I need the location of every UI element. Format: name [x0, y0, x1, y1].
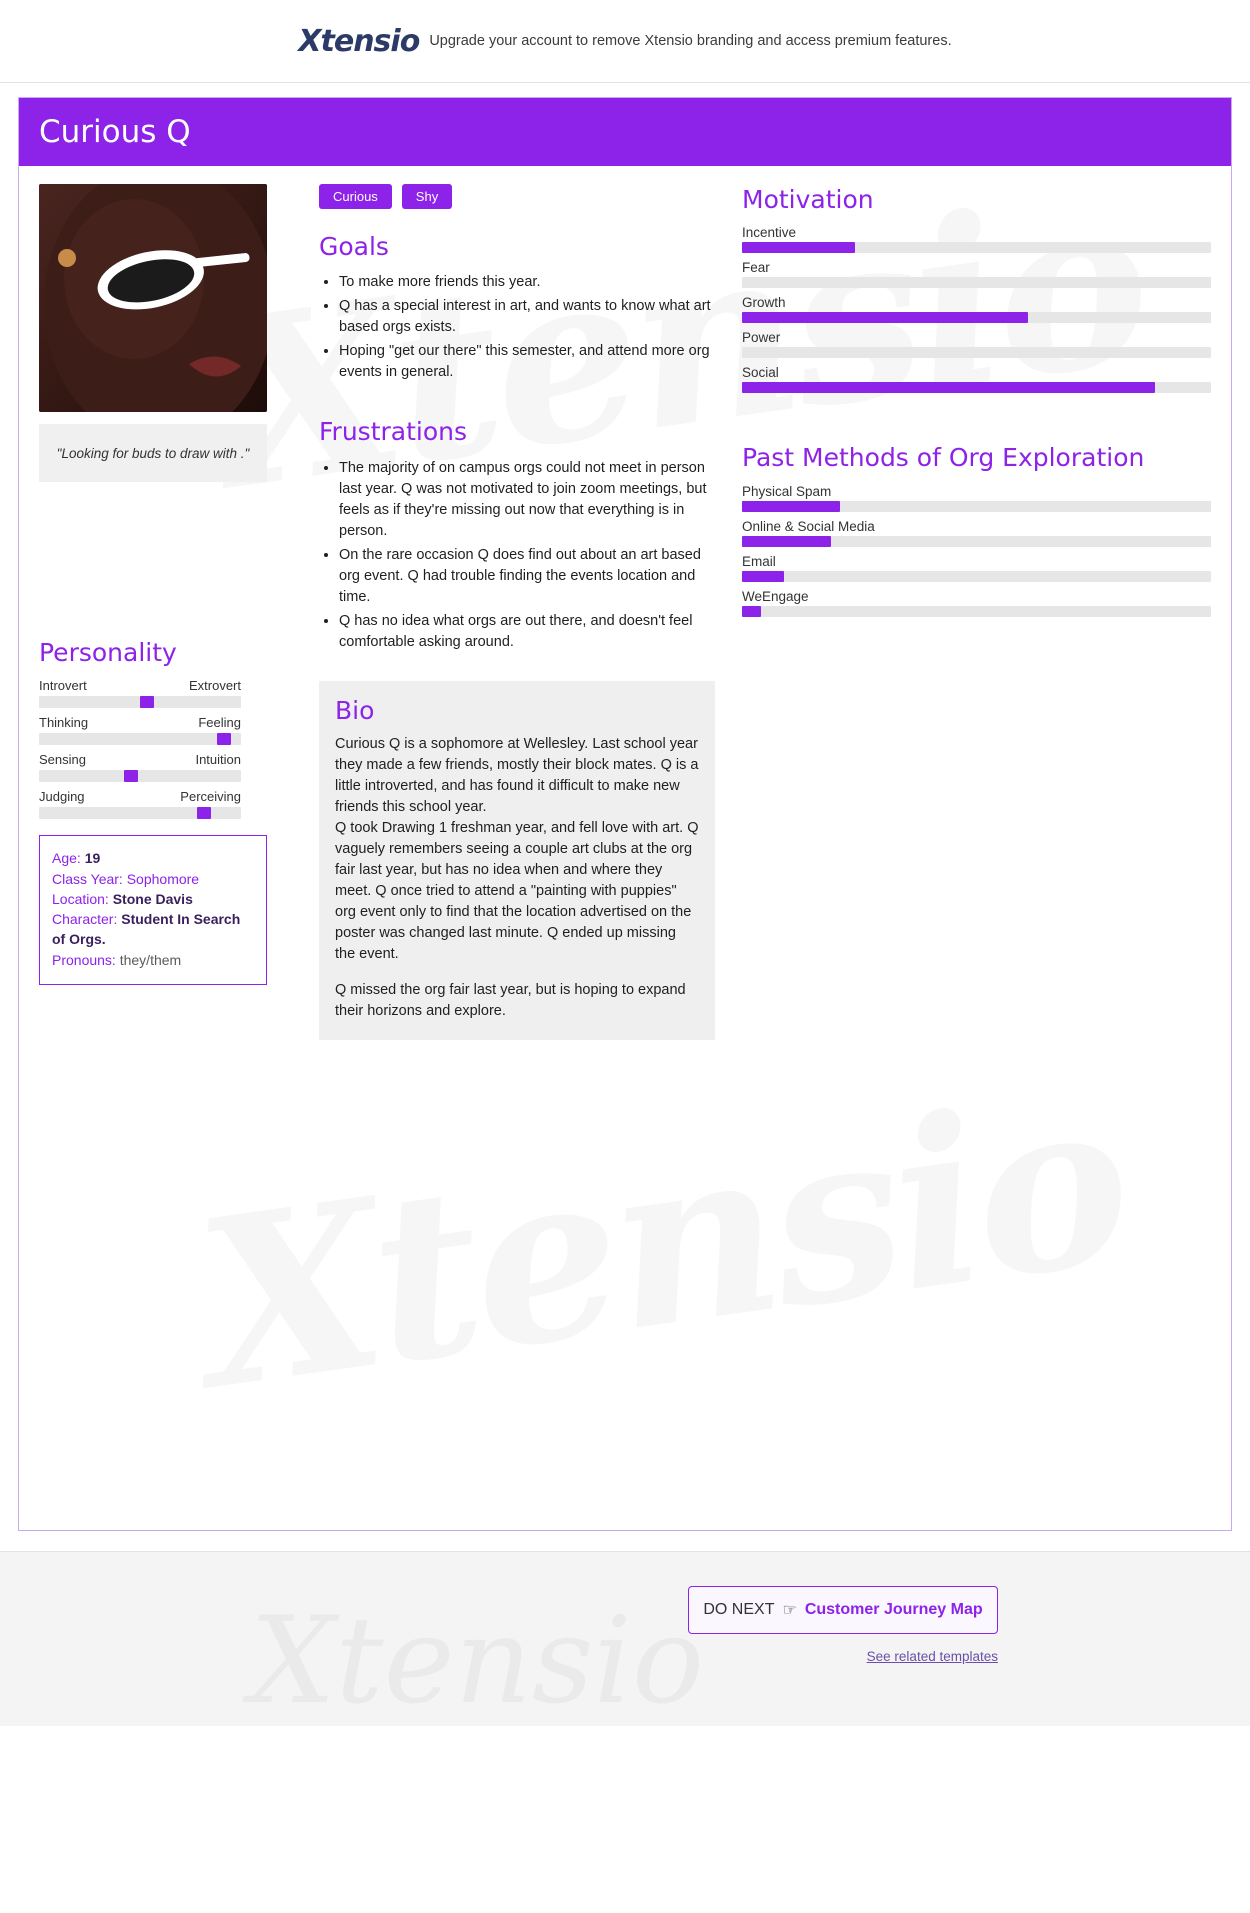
bar-fill: [742, 242, 855, 253]
personality-left-label: Thinking: [39, 715, 89, 731]
detail-class-year: [52, 869, 254, 889]
personality-right-label: Perceiving: [180, 789, 241, 805]
persona-document: [18, 97, 1232, 1531]
portrait-illustration: [39, 184, 267, 412]
list-item: • Hoping "get our there" this semester, and attend more org events in general.: [339, 341, 712, 383]
past-method-bar: [742, 554, 1211, 582]
bar-label: Physical Spam: [742, 483, 832, 499]
age-value: 19: [84, 850, 101, 867]
bar-label: Fear: [742, 260, 770, 276]
personality-left-label: Introvert: [39, 678, 87, 694]
persona-tags: [319, 184, 712, 209]
character-value: Student In Search of Orgs.: [52, 911, 241, 948]
pronouns-value: they/them: [119, 951, 182, 968]
bio-paragraph: Q took Drawing 1 freshman year, and fell love with art. Q vaguely remembers seeing a couple art clubs at the org fair last year, but has no idea when and where they meet. Q once tried to attend a "painting with puppies" org event only to find that the location advertised on the poster was changed last minute. Q ended up missing the event.: [335, 820, 699, 963]
detail-location: [52, 889, 254, 909]
bar-track[interactable]: [742, 312, 1211, 323]
bar-label: Power: [742, 330, 781, 346]
personality-row: [39, 752, 241, 782]
goals-list: [319, 272, 712, 383]
personality-row: [39, 789, 241, 819]
motivation-bar: [742, 225, 1211, 253]
past-methods-title: Past Methods of Org Exploration: [742, 443, 1145, 473]
bio-title: Bio: [335, 695, 375, 725]
bar-track[interactable]: [742, 536, 1211, 547]
page-title: Curious Q: [39, 114, 191, 150]
character-label: Character:: [52, 911, 118, 928]
bar-fill: [742, 501, 840, 512]
frustrations-title: Frustrations: [319, 417, 468, 447]
bar-label: Online & Social Media: [742, 518, 875, 534]
bar-fill: [742, 312, 1028, 323]
customer-journey-map-link[interactable]: Customer Journey Map: [804, 1601, 983, 1619]
class-year-label: Class Year:: [52, 870, 123, 887]
motivation-bar: [742, 295, 1211, 323]
personality-right-label: Extrovert: [188, 678, 241, 694]
motivation-bar: [742, 365, 1211, 393]
bar-label: Incentive: [742, 225, 797, 241]
pronouns-label: Pronouns:: [52, 951, 116, 968]
document-header: [19, 98, 1231, 166]
slider-knob[interactable]: [217, 733, 231, 745]
detail-age: [52, 848, 254, 868]
slider-knob[interactable]: [140, 696, 154, 708]
persona-photo: [39, 184, 267, 412]
slider-knob[interactable]: [124, 770, 138, 782]
bar-track[interactable]: [742, 347, 1211, 358]
persona-details-box: [39, 835, 267, 985]
bar-label: Growth: [742, 295, 786, 311]
motivation-bar: [742, 260, 1211, 288]
upgrade-message: Upgrade your account to remove Xtensio branding and access premium features.: [429, 33, 952, 49]
personality-left-label: Judging: [39, 789, 85, 805]
middle-column: [294, 184, 712, 1040]
bar-label: Email: [742, 553, 776, 569]
motivation-title: Motivation: [742, 185, 874, 214]
bar-fill: [742, 536, 831, 547]
do-next-label: DO NEXT: [703, 1601, 775, 1619]
xtensio-logo[interactable]: Xtensio: [298, 23, 420, 59]
class-year-value: Sophomore: [126, 870, 200, 887]
detail-pronouns: [52, 950, 254, 970]
do-next-button[interactable]: [688, 1586, 998, 1634]
personality-right-label: Feeling: [198, 715, 241, 731]
detail-character: [52, 909, 254, 950]
location-label: Location:: [52, 890, 109, 907]
personality-right-label: Intuition: [195, 752, 241, 768]
slider-knob[interactable]: [197, 807, 211, 819]
pointing-hand-icon: ☞: [782, 1602, 797, 1620]
tag-curious[interactable]: Curious: [319, 184, 392, 209]
past-method-bar: [742, 484, 1211, 512]
personality-left-label: Sensing: [39, 752, 86, 768]
list-item: • The majority of on campus orgs could not meet in person last year. Q was not motivated to join zoom meetings, but feels as if they're missing out now that everything is in person.: [339, 458, 712, 542]
personality-title: Personality: [39, 638, 177, 667]
bar-track[interactable]: [742, 571, 1211, 582]
bar-fill: [742, 571, 784, 582]
bio-paragraph: Curious Q is a sophomore at Wellesley. Last school year they made a few friends, mostly their block mates. Q is a little introverted, and has found it difficult to make new friends this school year.: [335, 735, 699, 816]
see-related-templates-link[interactable]: See related templates: [866, 1649, 998, 1665]
bar-label: Social: [742, 365, 779, 381]
motivation-bar: [742, 330, 1211, 358]
bar-track[interactable]: [742, 501, 1211, 512]
related-templates-row: [20, 1648, 998, 1666]
bio-paragraph: Q missed the org fair last year, but is hoping to expand their horizons and explore.: [335, 982, 686, 1020]
personality-slider[interactable]: [39, 770, 241, 782]
goals-title: Goals: [319, 232, 389, 261]
bar-fill: [742, 382, 1155, 393]
location-value: Stone Davis: [112, 890, 193, 907]
personality-section: [39, 637, 294, 819]
past-method-bar: [742, 519, 1211, 547]
bar-fill: [742, 606, 761, 617]
bar-label: WeEngage: [742, 588, 809, 604]
personality-row: [39, 678, 241, 708]
frustrations-list: [319, 458, 712, 653]
bar-track[interactable]: [742, 242, 1211, 253]
left-column: [39, 184, 294, 1040]
age-label: Age:: [52, 850, 81, 867]
personality-row: [39, 715, 241, 745]
footer: [0, 1551, 1250, 1726]
list-item: • Q has no idea what orgs are out there, and doesn't feel comfortable asking around.: [339, 611, 712, 653]
persona-quote: "Looking for buds to draw with .": [39, 424, 267, 482]
past-method-bar: [742, 589, 1211, 617]
bar-track[interactable]: [742, 277, 1211, 288]
bio-panel: [319, 681, 715, 1040]
personality-slider[interactable]: [39, 696, 241, 708]
bar-track[interactable]: [742, 382, 1211, 393]
list-item: • To make more friends this year.: [339, 272, 712, 293]
right-column: [712, 184, 1211, 1040]
bar-track[interactable]: [742, 606, 1211, 617]
upgrade-banner: [0, 0, 1250, 83]
personality-slider[interactable]: [39, 807, 241, 819]
list-item: • On the rare occasion Q does find out about an art based org event. Q had trouble finding the events location and time.: [339, 545, 712, 608]
list-item: • Q has a special interest in art, and wants to know what art based orgs exists.: [339, 296, 712, 338]
personality-slider[interactable]: [39, 733, 241, 745]
tag-shy[interactable]: Shy: [402, 184, 452, 209]
